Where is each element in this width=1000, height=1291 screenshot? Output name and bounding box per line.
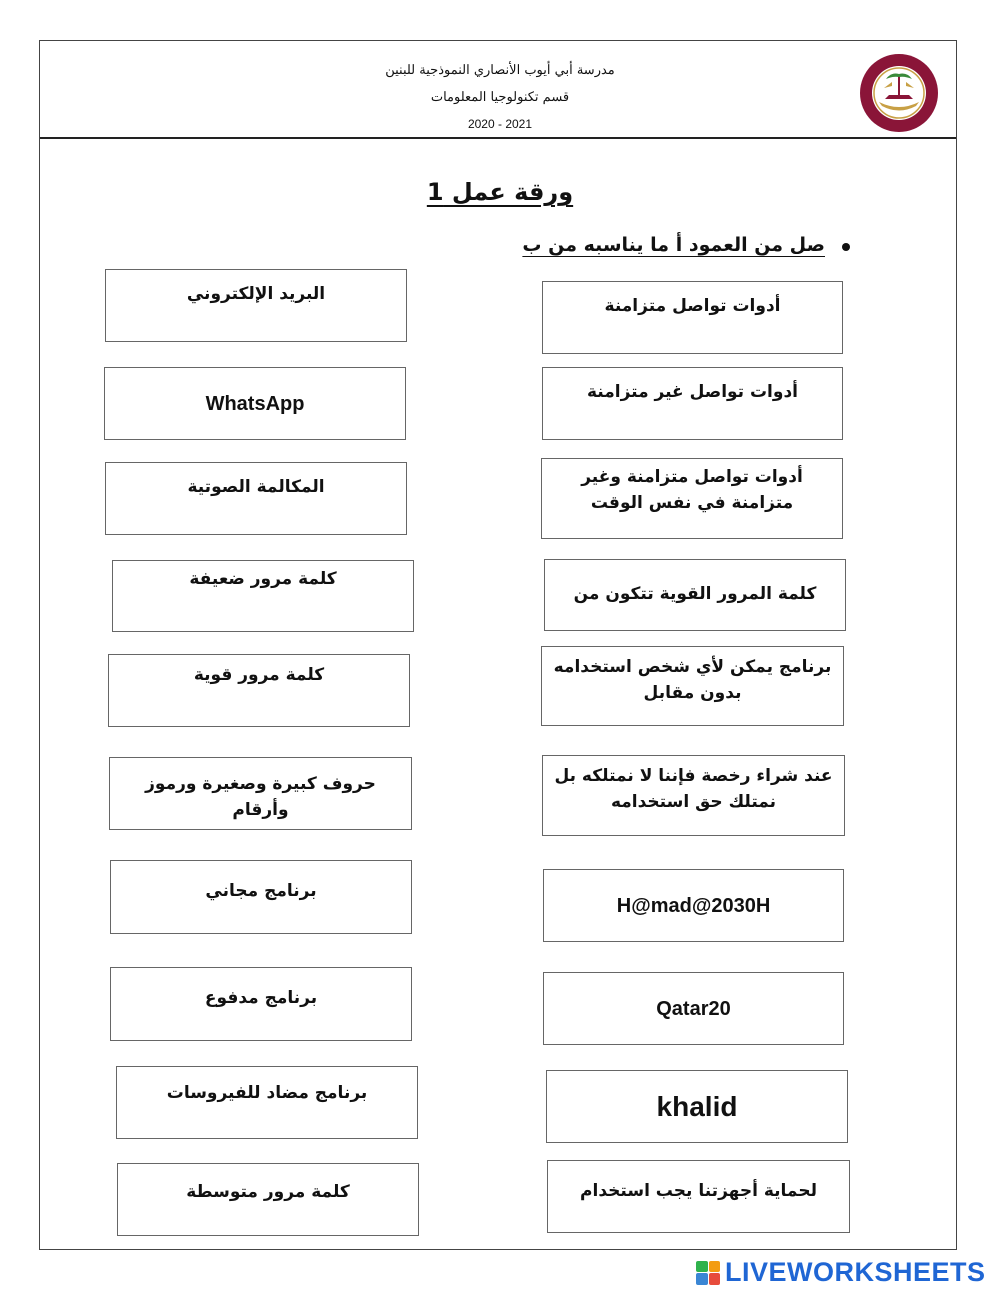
bullet-icon [842, 243, 850, 251]
liveworksheets-logo[interactable] [696, 1257, 986, 1288]
column-b-item-6[interactable]: حروف كبيرة وصغيرة ورموز وأرقام [109, 757, 412, 830]
column-b-item-4[interactable]: كلمة مرور ضعيفة [112, 560, 414, 632]
school-name: مدرسة أبي أيوب الأنصاري النموذجية للبنين [385, 63, 615, 78]
column-b-item-9[interactable]: برنامج مضاد للفيروسات [116, 1066, 418, 1139]
column-a-item-9[interactable]: khalid [546, 1070, 848, 1143]
column-a-item-8[interactable]: Qatar20 [543, 972, 844, 1045]
qatar-ministry-seal [858, 52, 940, 134]
column-b-item-7[interactable]: برنامج مجاني [110, 860, 412, 934]
column-b-item-1[interactable]: البريد الإلكتروني [105, 269, 407, 342]
liveworksheets-wordmark: LIVEWORKSHEETS [725, 1257, 986, 1287]
column-a-item-3[interactable]: أدوات تواصل متزامنة وغير متزامنة في نفس الوقت [541, 458, 843, 539]
column-a-item-7[interactable]: H@mad@2030H [543, 869, 844, 942]
column-b-item-5[interactable]: كلمة مرور قوية [108, 654, 410, 727]
liveworksheets-icon [696, 1261, 720, 1285]
column-a-item-5[interactable]: برنامج يمكن لأي شخص استخدامه بدون مقابل [541, 646, 844, 726]
column-a-item-6[interactable]: عند شراء رخصة فإننا لا نمتلكه بل نمتلك حق استخدامه [542, 755, 845, 836]
column-b-item-10[interactable]: كلمة مرور متوسطة [117, 1163, 419, 1236]
column-a-item-1[interactable]: أدوات تواصل متزامنة [542, 281, 843, 354]
column-b-item-8[interactable]: برنامج مدفوع [110, 967, 412, 1041]
column-b-item-3[interactable]: المكالمة الصوتية [105, 462, 407, 535]
instruction: صل من العمود أ ما يناسبه من ب [522, 234, 825, 256]
department-name: قسم تكنولوجيا المعلومات [430, 90, 570, 105]
header-divider [40, 137, 956, 139]
column-a-item-10[interactable]: لحماية أجهزتنا يجب استخدام [547, 1160, 850, 1233]
column-b-item-2[interactable]: WhatsApp [104, 367, 406, 440]
column-a-item-4[interactable]: كلمة المرور القوية تتكون من [544, 559, 846, 631]
column-a-item-2[interactable]: أدوات تواصل غير متزامنة [542, 367, 843, 440]
academic-year: 2021 - 2020 [467, 117, 533, 131]
worksheet-title: ورقة عمل 1 [426, 178, 574, 206]
